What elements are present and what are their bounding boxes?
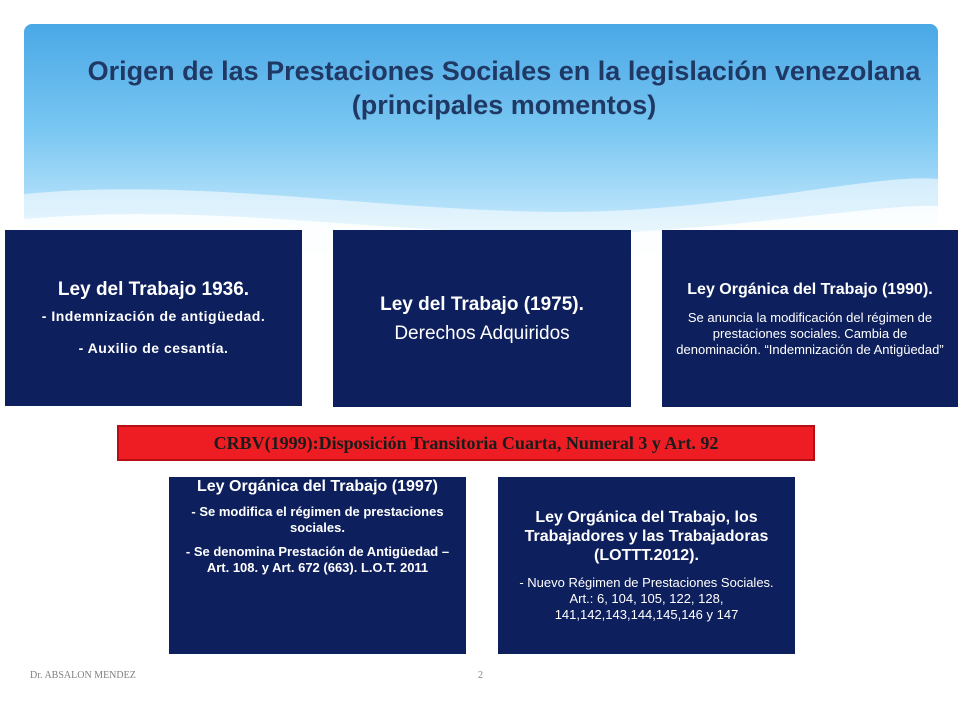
law-box-line: - Indemnización de antigüedad. bbox=[41, 308, 266, 324]
footer-author: Dr. ABSALON MENDEZ bbox=[30, 670, 136, 681]
law-box-heading: Ley Orgánica del Trabajo (1997) bbox=[197, 478, 438, 495]
law-box-line: - Nuevo Régimen de Prestaciones Sociales. Art.: 6, 104, 105, 122, 128, 141,142,143,144,145,146 y 147 bbox=[519, 575, 774, 622]
law-box-heading: Ley del Trabajo 1936. bbox=[57, 279, 250, 300]
law-box-1990 bbox=[662, 230, 958, 407]
law-box-line: Se anuncia la modificación del régimen de prestaciones sociales. Cambia de denominación. “Indemnización de Antigüedad” bbox=[676, 309, 944, 357]
law-box-line: - Auxilio de cesantía. bbox=[78, 340, 229, 356]
law-box-line: - Se denomina Prestación de Antigüedad – Art. 108. y Art. 672 (663). L.O.T. 2011 bbox=[185, 544, 450, 575]
page-number: 2 bbox=[478, 670, 483, 681]
title-banner bbox=[24, 24, 938, 256]
law-box-heading: Ley Orgánica del Trabajo (1990). bbox=[687, 280, 933, 298]
law-box-1936 bbox=[5, 230, 302, 406]
law-box-1997 bbox=[169, 477, 466, 654]
law-box-heading: Ley del Trabajo (1975). bbox=[380, 293, 584, 315]
slide-title: Origen de las Prestaciones Sociales en la legislación venezolana (principales momentos) bbox=[87, 56, 921, 120]
crbv-banner: CRBV(1999):Disposición Transitoria Cuarta, Numeral 3 y Art. 92 bbox=[117, 425, 815, 461]
law-box-subtitle: Derechos Adquiridos bbox=[394, 322, 570, 344]
law-box-heading: Ley Orgánica del Trabajo, los Trabajadores y las Trabajadoras (LOTTT.2012). bbox=[524, 509, 769, 564]
law-box-1975 bbox=[333, 230, 631, 407]
law-box-line: - Se modifica el régimen de prestaciones sociales. bbox=[191, 504, 444, 535]
law-box-2012 bbox=[498, 477, 795, 654]
